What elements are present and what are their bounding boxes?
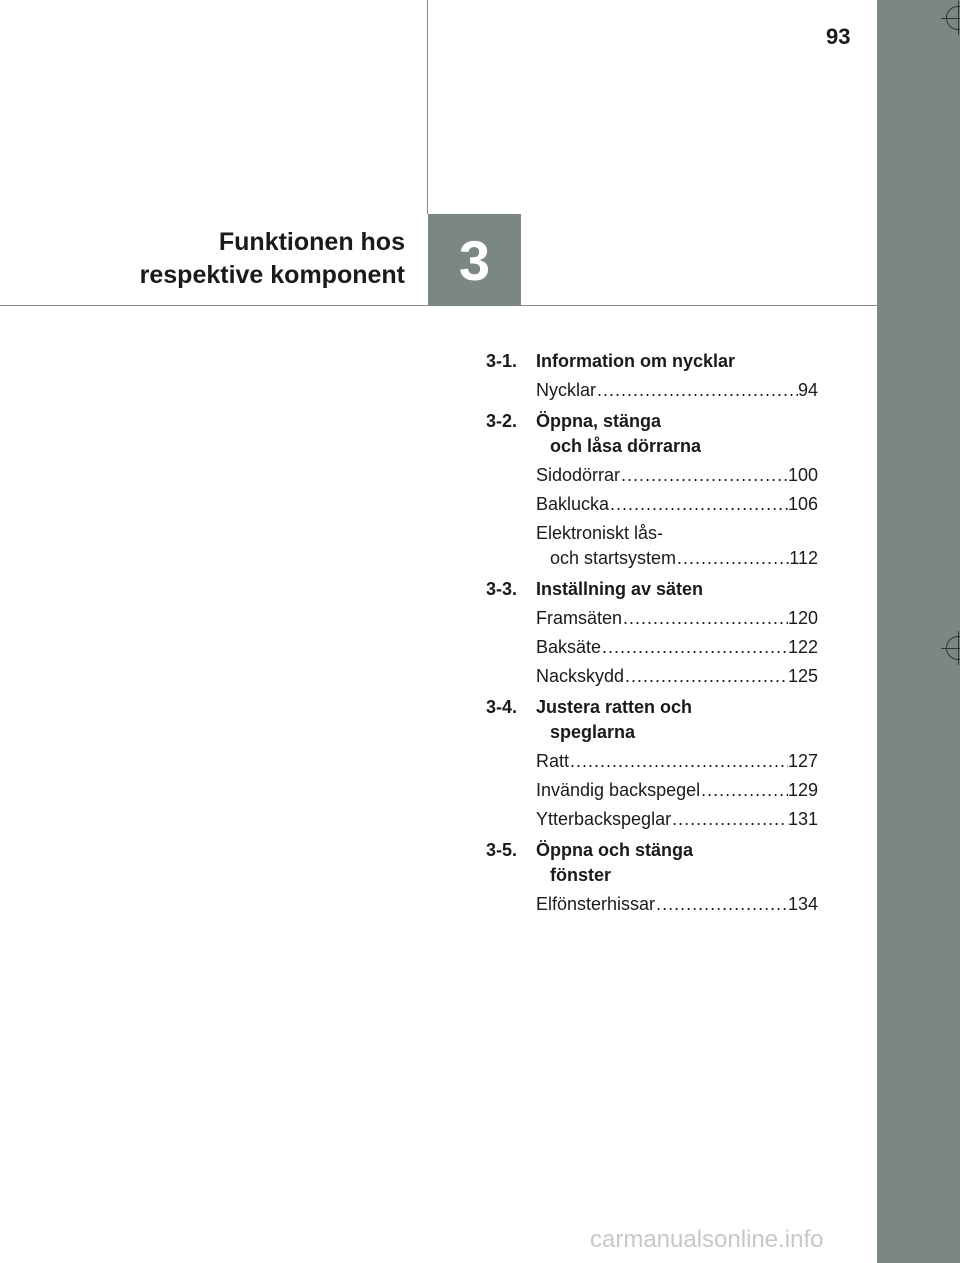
- chapter-title-line1: Funktionen hos: [218, 228, 405, 256]
- dot-leader: [622, 606, 788, 631]
- toc-section-heading[interactable]: [486, 838, 818, 888]
- dot-leader: [609, 492, 788, 517]
- entry-page-number: 100: [787, 465, 818, 485]
- entry-label: Baksäte: [536, 637, 602, 657]
- section-number: 3-2.: [486, 411, 518, 431]
- watermark: carmanualsonline.info: [590, 1226, 824, 1253]
- entry-label: Ratt: [536, 751, 570, 771]
- toc-entry[interactable]: [536, 463, 818, 488]
- dot-leader: [569, 749, 788, 774]
- table-of-contents: [486, 349, 818, 917]
- dot-leader: [624, 664, 788, 689]
- toc-entry[interactable]: [536, 606, 818, 631]
- entry-page-number: 127: [787, 751, 818, 771]
- page-number: 93: [826, 24, 851, 49]
- entry-page-number: 106: [787, 494, 818, 514]
- section-title-line1: Information om nycklar: [536, 351, 736, 371]
- entry-label: Nycklar: [536, 380, 597, 400]
- chapter-title: [140, 226, 405, 292]
- dot-leader: [620, 463, 788, 488]
- section-title-line2: och låsa dörrarna: [550, 436, 702, 456]
- entry-page-number: 134: [787, 894, 818, 914]
- entry-page-number: 94: [797, 380, 818, 400]
- entry-label: Sidodörrar: [536, 465, 621, 485]
- toc-entry[interactable]: [536, 892, 818, 917]
- chapter-number-box: [428, 214, 521, 306]
- entry-label: Elfönsterhissar: [536, 894, 656, 914]
- chapter-side-tab: [877, 0, 960, 1263]
- entry-page-number: 112: [789, 548, 818, 568]
- section-number: 3-3.: [486, 579, 518, 599]
- section-title-line1: Justera ratten och: [536, 697, 693, 717]
- entry-page-number: 120: [787, 608, 818, 628]
- toc-section-heading[interactable]: [486, 409, 818, 459]
- dot-leader: [596, 378, 798, 403]
- dot-leader: [671, 807, 788, 832]
- entry-page-number: 122: [787, 637, 818, 657]
- entry-label: Nackskydd: [536, 666, 625, 686]
- section-number: 3-5.: [486, 840, 518, 860]
- toc-entry[interactable]: [536, 749, 818, 774]
- dot-leader: [700, 778, 788, 803]
- section-title: [536, 838, 818, 888]
- entry-label: och startsystem: [550, 548, 677, 568]
- toc-entry[interactable]: [536, 492, 818, 517]
- toc-entry[interactable]: [536, 378, 818, 403]
- entry-label-line1: Elektroniskt lås-: [536, 523, 664, 543]
- section-number: 3-1.: [486, 351, 518, 371]
- dot-leader: [676, 546, 789, 571]
- section-title-line1: Öppna, stänga: [536, 411, 662, 431]
- toc-entry[interactable]: [536, 778, 818, 803]
- section-title: [536, 577, 818, 602]
- toc-section-heading[interactable]: [486, 577, 818, 602]
- section-number: 3-4.: [486, 697, 518, 717]
- entry-page-number: 129: [787, 780, 818, 800]
- toc-entry[interactable]: [536, 635, 818, 660]
- section-title-line2: speglarna: [550, 722, 636, 742]
- section-title: [536, 349, 818, 374]
- chapter-title-line2: respektive komponent: [139, 261, 405, 289]
- entry-label: Ytterbackspeglar: [536, 809, 672, 829]
- entry-page-number: 125: [787, 666, 818, 686]
- section-title: [536, 695, 818, 745]
- divider-vertical: [427, 0, 428, 214]
- toc-section-heading[interactable]: [486, 695, 818, 745]
- entry-label: Baklucka: [536, 494, 610, 514]
- toc-entry[interactable]: [536, 664, 818, 689]
- dot-leader: [655, 892, 788, 917]
- chapter-number: 3: [458, 228, 491, 292]
- toc-section-heading[interactable]: [486, 349, 818, 374]
- section-title-line1: Öppna och stänga: [536, 840, 694, 860]
- entry-label: Invändig backspegel: [536, 780, 701, 800]
- section-title-line1: Inställning av säten: [536, 579, 704, 599]
- toc-entry[interactable]: [536, 807, 818, 832]
- section-title-line2: fönster: [550, 865, 612, 885]
- entry-page-number: 131: [787, 809, 818, 829]
- toc-entry[interactable]: [536, 521, 818, 571]
- entry-label: Framsäten: [536, 608, 623, 628]
- dot-leader: [601, 635, 788, 660]
- section-title: [536, 409, 818, 459]
